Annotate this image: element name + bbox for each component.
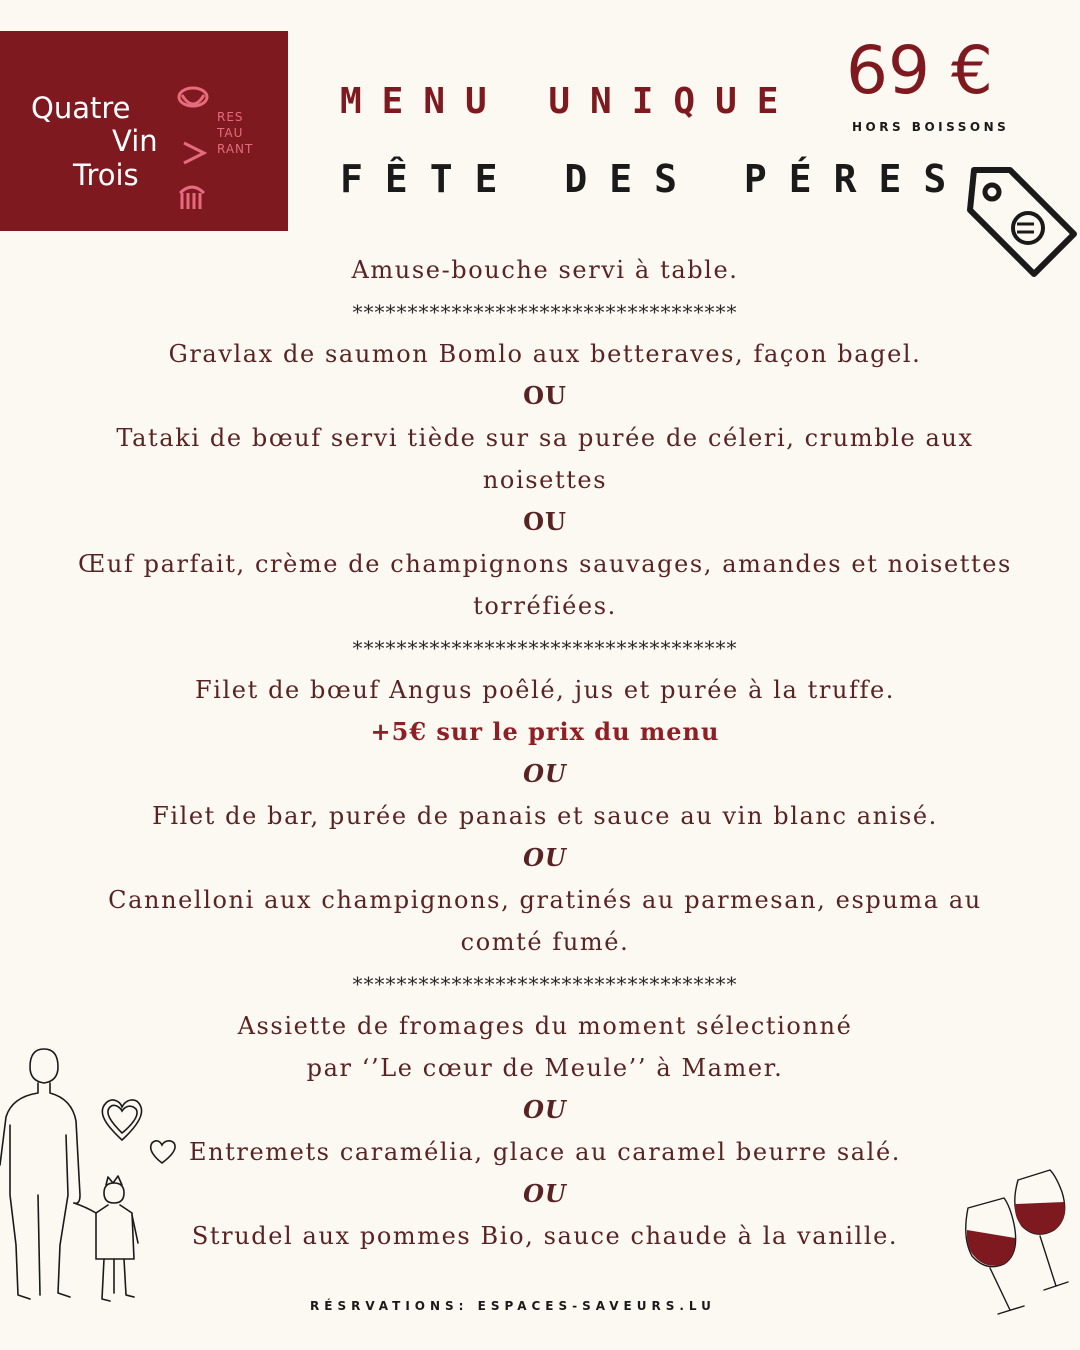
main-item-continued: comté fumé. [460, 928, 630, 956]
wine-glasses-icon [958, 1168, 1080, 1318]
amuse-bouche: Amuse-bouche servi à table. [351, 256, 739, 284]
logo-word-quatre: Quatre [31, 91, 131, 125]
starter-item: Tataki de bœuf servi tiède sur sa purée de céleri, crumble aux [116, 424, 974, 452]
supplement-note: +5€ sur le prix du menu [370, 717, 720, 746]
reservation-info: RÉSRVATIONS: ESPACES-SAVEURS.LU [310, 1299, 716, 1313]
logo-word-trois: Trois [73, 158, 139, 192]
main-item: Cannelloni aux champignons, gratinés au parmesan, espuma au [108, 886, 982, 914]
dessert-item: Entremets caramélia, glace au caramel beurre salé. [188, 1138, 901, 1166]
dessert-item: Assiette de fromages du moment sélectionné [237, 1012, 853, 1040]
separator: *********************************** [352, 972, 738, 996]
or-label: OU [523, 507, 567, 536]
or-label: OU [523, 843, 567, 872]
main-item: Filet de bœuf Angus poêlé, jus et purée à la truffe. [194, 676, 896, 704]
starter-item-continued: torréfiées. [473, 592, 617, 620]
starter-item-continued: noisettes [482, 466, 608, 494]
or-label: OU [523, 1095, 567, 1124]
dessert-item-continued: par ‘’Le cœur de Meule’’ à Mamer. [306, 1054, 784, 1082]
menu-subtitle: FÊTE DES PÉRES [340, 157, 969, 201]
separator: *********************************** [352, 300, 738, 324]
menu-title: MENU UNIQUE [340, 81, 799, 122]
separator: *********************************** [352, 636, 738, 660]
main-item: Filet de bar, purée de panais et sauce au vin blanc anisé. [152, 802, 938, 830]
menu-price: 69 € [846, 32, 993, 109]
logo-small-rant: RANT [217, 142, 254, 156]
hearts-icon [102, 1100, 175, 1163]
or-label: OU [523, 381, 567, 410]
price-note: HORS BOISSONS [852, 120, 1010, 134]
wine-cutlery-icon [172, 83, 214, 213]
starter-item: Gravlax de saumon Bomlo aux betteraves, façon bagel. [168, 340, 922, 368]
restaurant-logo [0, 31, 288, 231]
logo-small-tau: TAU [217, 126, 244, 140]
logo-word-vin: Vin [112, 124, 158, 158]
starter-item: Œuf parfait, crème de champignons sauvages, amandes et noisettes [78, 550, 1012, 578]
menu-body [60, 249, 1030, 1257]
or-label: OU [523, 759, 567, 788]
or-label: OU [523, 1179, 567, 1208]
father-and-child-line-art [0, 1045, 180, 1310]
dessert-item: Strudel aux pommes Bio, sauce chaude à la vanille. [191, 1222, 899, 1250]
logo-small-res: RES [217, 110, 244, 124]
